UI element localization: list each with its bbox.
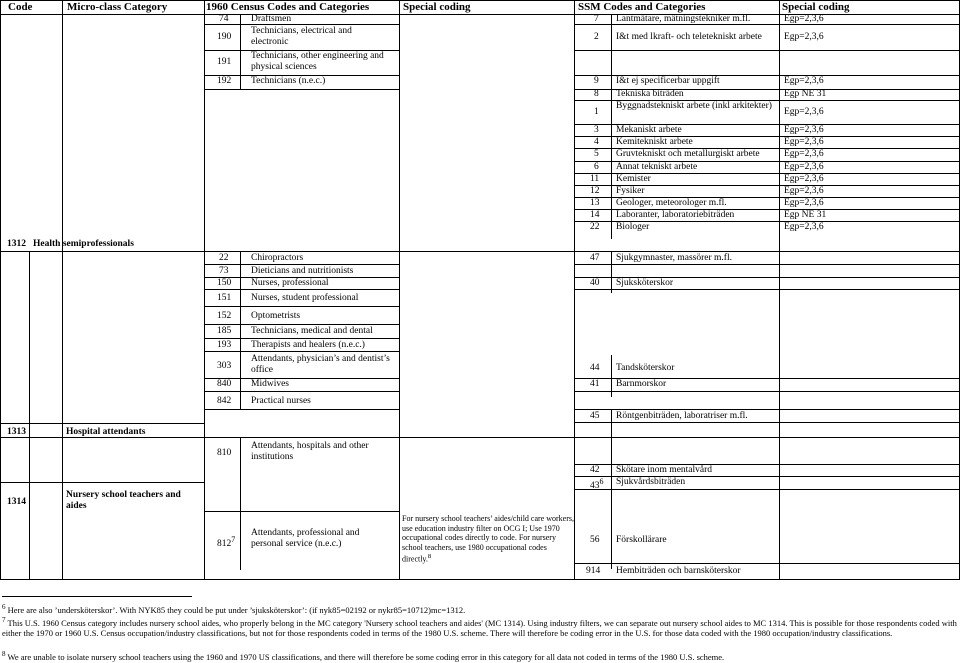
ssm-label: Geologer, meteorologer m.fl. [616,198,727,208]
census-code: 150 [217,278,232,288]
ssm-label: Förskollärare [616,535,667,545]
ssm-label: Skötare inom mentalvård [616,465,713,475]
census-label: Nurses, student professional [251,293,359,303]
ssm-code: 40 [590,278,600,288]
ssm-code: 47 [590,253,600,263]
ssm-code: 56 [590,535,600,545]
ssm-code: 22 [590,222,600,232]
micro-class-label: Hospital attendants [66,427,146,437]
ssm-special: Egp=2,3,6 [784,198,824,208]
ssm-label: Hembiträden och barnsköterskor [616,566,741,576]
ssm-label: Röntgenbiträden, laboratriser m.fl. [616,411,748,421]
census-label: Practical nurses [251,396,311,406]
ssm-label: Kemitekniskt arbete [616,137,693,147]
header-special-coding-2: Special coding [782,1,850,13]
ssm-code: 914 [586,566,601,576]
census-label: Technicians, medical and dental [251,326,373,336]
census-code: 303 [217,361,232,371]
census-label: Optometrists [251,311,301,321]
ssm-code: 42 [590,465,600,475]
ssm-code: 41 [590,379,600,389]
ssm-label: Tekniska biträden [616,89,684,99]
census-code: 840 [217,379,232,389]
ssm-special: Egp=2,3,6 [784,107,824,117]
ssm-special: Egp=2,3,6 [784,222,824,232]
ssm-special: Egp=2,3,6 [784,76,824,86]
ssm-code: 9 [594,76,599,86]
header-special-coding-1: Special coding [403,1,471,13]
ssm-label: Tandsköterskor [616,363,675,373]
ssm-label: Kemister [616,174,651,184]
nursery-special-coding-note: For nursery school teachers’ aides/child care workers, use education industry filter on OCG I; Use 1970 occupational codes directly to code. For nursery school teachers, use 1980 occupational codes directly.$^8$ [402,514,575,564]
ssm-special: Egp=2,3,6 [784,32,824,42]
ssm-label: Annat tekniskt arbete [616,162,698,172]
ssm-label: Barnmorskor [616,379,667,389]
ssm-code: 14 [590,210,600,220]
ssm-code: 44 [590,363,600,373]
ssm-code: 13 [590,198,600,208]
ssm-label: Biologer [616,222,650,232]
ssm-code: 8 [594,89,599,99]
ssm-label: Byggnadstekniskt arbete (inkl arkitekter) [616,101,772,111]
census-label: Chiropractors [251,253,304,263]
census-label: Technicians, electrical and electronic [251,26,352,47]
micro-class-label: Nursery school teachers and aides [66,490,181,511]
census-label: Nurses, professional [251,278,329,288]
census-label: Technicians (n.e.c.) [251,76,326,86]
footnote-7: $^7$ This U.S. 1960 Census category includes nursery school aides, who properly belong in the MC category 'Nursery school teachers and aides' (MC 1314). Using industry filters, we can separate out nursery school aides to MC 1314. This is possible for those respondents coded with either the 1970 or 1960 U.S. Census occupation/industry classifications, but not for those respondents coded in terms of the 1980 U.S. scheme. There will therefore be coding error in the U.S. for those data coded with the 1980 occupation/industry classifications. [2,616,957,638]
census-label: Draftsmen [251,14,292,24]
footnote-separator [2,596,192,597]
census-code: 151 [217,293,232,303]
census-code: $812^7$ [217,535,236,550]
ssm-code: 6 [594,162,599,172]
ssm-label: I&t ej specificerbar uppgift [616,76,720,86]
ssm-label: Sjukgymnaster, massörer m.fl. [616,253,732,263]
ssm-label: Sjukvårdsbiträden [616,477,686,487]
micro-class-label: Health semiprofessionals [33,239,134,249]
ssm-code: 45 [590,411,600,421]
ssm-code: 1 [594,107,599,117]
ssm-special: Egp=2,3,6 [784,186,824,196]
census-label: Technicians, other engineering and physical sciences [251,51,384,72]
census-code: 74 [219,14,229,24]
ssm-special: Egp=2,3,6 [784,137,824,147]
ssm-label: Sjuksköterskor [616,278,673,288]
ssm-code: 4 [594,137,599,147]
census-code: 193 [217,340,232,350]
census-code: 192 [217,76,232,86]
ssm-label: I&t med lkraft- och teletekniskt arbete [616,32,762,42]
ssm-special: Egp=2,3,6 [784,149,824,159]
ssm-code: 7 [594,14,599,24]
ssm-special: Egp NE 31 [784,210,827,220]
ssm-label: Mekaniskt arbete [616,125,682,135]
ssm-label: Gruvtekniskt och metallurgiskt arbete [616,149,760,159]
header-micro-class: Micro-class Category [67,1,168,13]
ssm-special: Egp=2,3,6 [784,14,824,24]
census-code: 22 [219,253,229,263]
census-code: 73 [219,266,229,276]
footnote-6: $^6$ Here are also ’undersköterskor’. With NYK85 they could be put under ’sjuksköterskor’: (if nyk85=02192 or nykr85=10712)mc=1312. [2,603,466,615]
census-code: 152 [217,311,232,321]
ssm-special: Egp=2,3,6 [784,162,824,172]
ssm-code: 11 [590,174,600,184]
ssm-special: Egp=2,3,6 [784,125,824,135]
census-code: 810 [217,448,232,458]
census-label: Dieticians and nutritionists [251,266,354,276]
header-census: 1960 Census Codes and Categories [206,1,370,13]
header-code: Code [8,1,33,13]
ssm-label: Lantmätare, mätningstekniker m.fl. [616,14,751,24]
census-code: 842 [217,396,232,406]
census-code: 191 [217,57,232,67]
micro-class-code: 1313 [7,427,26,437]
census-label: Therapists and healers (n.e.c.) [251,340,365,350]
ssm-code: 12 [590,186,600,196]
micro-class-code: 1312 [7,239,26,249]
census-label: Attendants, hospitals and other institutions [251,441,369,462]
ssm-code: 5 [594,149,599,159]
ssm-label: Laboranter, laboratoriebiträden [616,210,735,220]
census-code: 190 [217,32,232,42]
census-label: Attendants, physician’s and dentist’s office [251,354,390,375]
census-code: 185 [217,326,232,336]
census-label: Attendants, professional and personal service (n.e.c.) [251,528,360,549]
ssm-special: Egp=2,3,6 [784,174,824,184]
ssm-label: Fysiker [616,186,645,196]
ssm-code: $43^6$ [590,477,604,492]
ssm-code: 2 [594,32,599,42]
micro-class-code: 1314 [7,497,26,507]
footnote-8: $^8$ We are unable to isolate nursery school teachers using the 1960 and 1970 US classifications, and there will therefore be some coding error in this category for all data not coded in terms of the 1980 U.S. scheme. [2,650,725,662]
ssm-code: 3 [594,125,599,135]
census-label: Midwives [251,379,289,389]
header-ssm: SSM Codes and Categories [578,1,706,13]
ssm-special: Egp NE 31 [784,89,827,99]
